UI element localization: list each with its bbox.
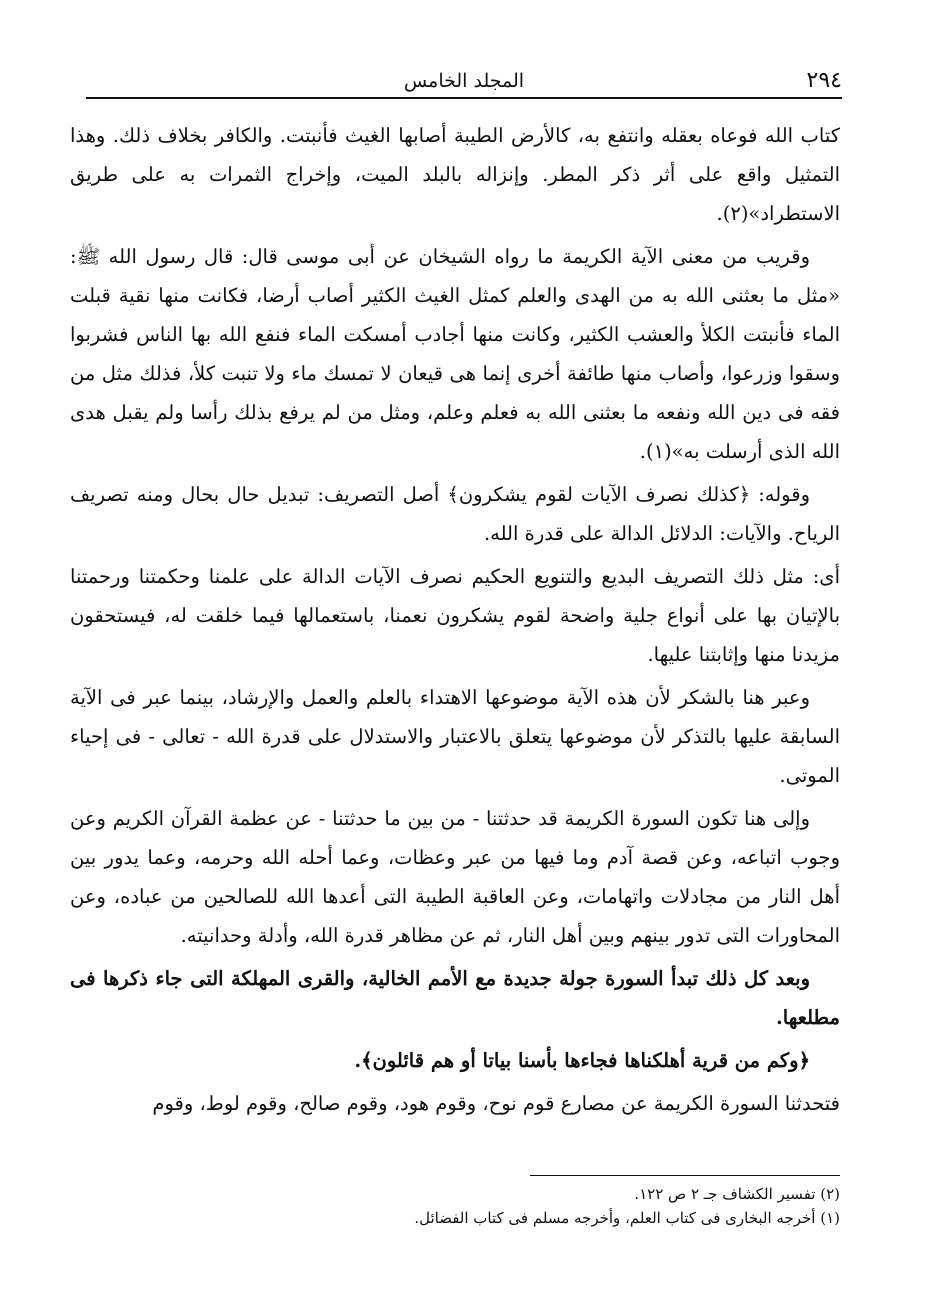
paragraph: فتحدثنا السورة الكريمة عن مصارع قوم نوح، وقوم هود، وقوم صالح، وقوم لوط، وقوم xyxy=(152,1092,840,1115)
footnote: (١) أخرجه البخارى فى كتاب العلم، وأخرجه مسلم فى كتاب الفضائل. xyxy=(414,1209,840,1227)
footnotes xyxy=(200,1182,840,1230)
paragraph: أى: مثل ذلك التصريف البديع والتنويع الحكيم نصرف الآيات الدالة على علمنا وحكمتنا ورحمتنا بالإتيان بها على أنواع جلية واضحة لقوم يشكرون نعمنا، باستعمالها فيما خلقت له، فيستحقون مزيدنا منها وإثابتنا عليها. xyxy=(70,565,840,666)
paragraph: وإلى هنا تكون السورة الكريمة قد حدثتنا - من بين ما حدثتنا - عن عظمة القرآن الكريم وعن وجوب اتباعه، وعن قصة آدم وما فيها من عبر وعظات، وعما أحله الله وحرمه، وعما يدور بين أهل النار من مجادلات واتهامات، وعن العاقبة الطيبة التى أعدها الله للصالحين من عباده، وعن المحاورات التى تدور بينهم وبين أهل النار، ثم عن مظاهر قدرة الله، وأدلة وحدانيته. xyxy=(70,807,840,947)
paragraph: وعبر هنا بالشكر لأن هذه الآية موضوعها الاهتداء بالعلم والعمل والإرشاد، بينما عبر فى الآية السابقة عليها بالتذكر لأن موضوعها يتعلق بالاعتبار والاستدلال على قدرة الله - تعالى - فى إحياء الموتى. xyxy=(70,686,840,787)
footnote: (٢) تفسير الكشاف جـ ٢ ص ١٢٢. xyxy=(634,1185,840,1203)
quran-verse: ﴿وكم من قرية أهلكناها فجاءها بأسنا بياتا أو هم قائلون﴾. xyxy=(354,1049,810,1072)
header-rule xyxy=(86,97,842,99)
main-text xyxy=(70,116,840,1127)
page-number: ٢٩٤ xyxy=(806,68,842,93)
page-header xyxy=(86,68,842,98)
paragraph: وبعد كل ذلك تبدأ السورة جولة جديدة مع الأمم الخالية، والقرى المهلكة التى جاء ذكرها فى مطلعها. xyxy=(70,967,840,1029)
paragraph: وقريب من معنى الآية الكريمة ما رواه الشيخان عن أبى موسى قال: قال رسول الله ﷺ: «مثل ما بعثنى الله به من الهدى والعلم كمثل الغيث الكثير أصاب أرضا، فكانت منها نقية قبلت الماء فأنبتت الكلأ والعشب الكثير، وكانت منها أجادب أمسكت الماء فنفع الله بها الناس فشربوا وسقوا وزرعوا، وأصاب منها طائفة أخرى إنما هى قيعان لا تمسك ماء ولا تنبت كلأ، فذلك مثل من فقه فى دين الله ونفعه ما بعثنى الله به فعلم وعلم، ومثل من لم يرفع بذلك رأسا ولم يقبل هدى الله الذى أرسلت به»(١). xyxy=(70,245,840,463)
running-title: المجلد الخامس xyxy=(403,70,525,92)
footnote-rule xyxy=(530,1175,840,1176)
paragraph: وقوله: ﴿كذلك نصرف الآيات لقوم يشكرون﴾ أصل التصريف: تبديل حال بحال ومنه تصريف الرياح. والآيات: الدلائل الدالة على قدرة الله. xyxy=(70,483,840,545)
paragraph: كتاب الله فوعاه بعقله وانتفع به، كالأرض الطيبة أصابها الغيث فأنبتت. والكافر بخلاف ذلك. وهذا التمثيل واقع على أثر ذكر المطر. وإنزاله بالبلد الميت، وإخراج الثمرات به على طريق الاستطراد»(٢). xyxy=(70,124,840,225)
